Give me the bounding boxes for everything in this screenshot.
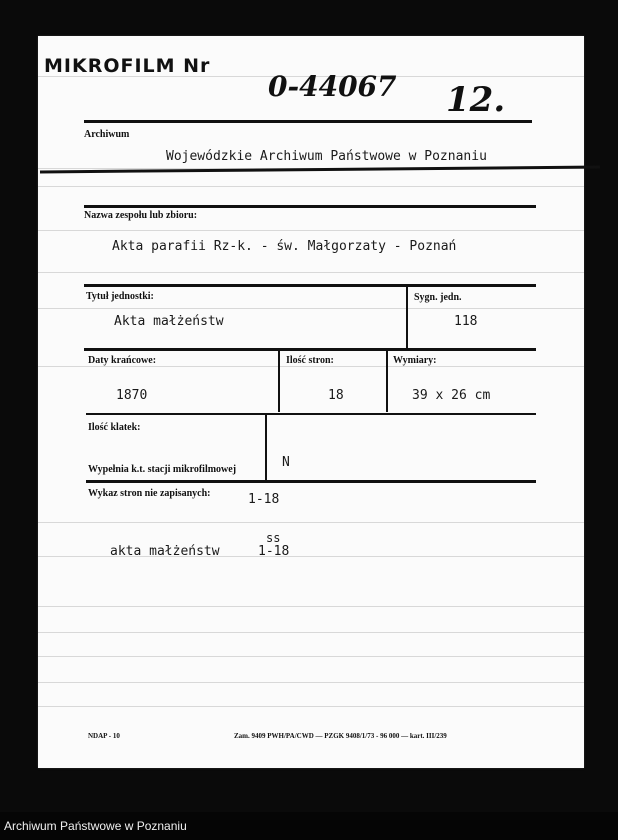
ilosc-stron-value: 18 [328,388,344,403]
sygn-value: 118 [454,314,478,329]
zespol-top-rule [84,205,536,208]
wypelnia-bottom-rule [86,480,536,483]
daty-label: Daty krańcowe: [88,355,157,366]
note-range: 1-18 [258,544,290,559]
wykaz-label: Wykaz stron nie zapisanych: [88,488,211,499]
daty-top-rule [84,348,536,351]
archiwum-value: Wojewódzkie Archiwum Państwowe w Poznaniu [166,149,487,164]
wymiary-label: Wymiary: [393,355,437,366]
tytul-top-rule [84,284,536,287]
ilosc-stron-label: Ilość stron: [286,355,334,366]
zespol-label: Nazwa zespołu lub zbioru: [84,210,198,221]
wymiary-divider [386,350,388,412]
note-ss: ss [266,531,281,545]
tytul-value: Akta małżeństw [114,314,224,329]
daty-value: 1870 [116,388,148,403]
title-underline [84,120,532,123]
sygn-divider [406,286,408,348]
wykaz-value: 1-18 [248,492,280,507]
card-title: MIKROFILM Nr [44,55,211,77]
wypelnia-value: N [282,455,290,470]
klatek-top-rule [86,413,536,415]
tytul-label: Tytuł jednostki: [86,291,154,302]
print-info: Zam. 9409 PWH/PA/CWD — PZGK 9408/1/73 - 96 000 — kart. III/239 [234,732,447,740]
note-akta: akta małżeństw [110,544,220,559]
strony-divider [278,350,280,412]
wymiary-value: 39 x 26 cm [412,388,491,403]
sygn-label: Sygn. jedn. [414,292,462,303]
watermark-text: Archiwum Państwowe w Poznaniu [4,819,187,833]
archiwum-label: Archiwum [84,129,130,140]
handwritten-mark: 12. [446,80,506,120]
form-code: NDAP - 10 [88,732,120,740]
wypelnia-label: Wypełnia k.t. stacji mikrofilmowej [88,464,237,475]
zespol-value: Akta parafii Rz-k. - św. Małgorzaty - Poznań [112,239,457,254]
klatek-divider [265,415,267,481]
microfilm-number: 0-44067 [268,70,397,103]
ilosc-klatek-label: Ilość klatek: [88,422,141,433]
